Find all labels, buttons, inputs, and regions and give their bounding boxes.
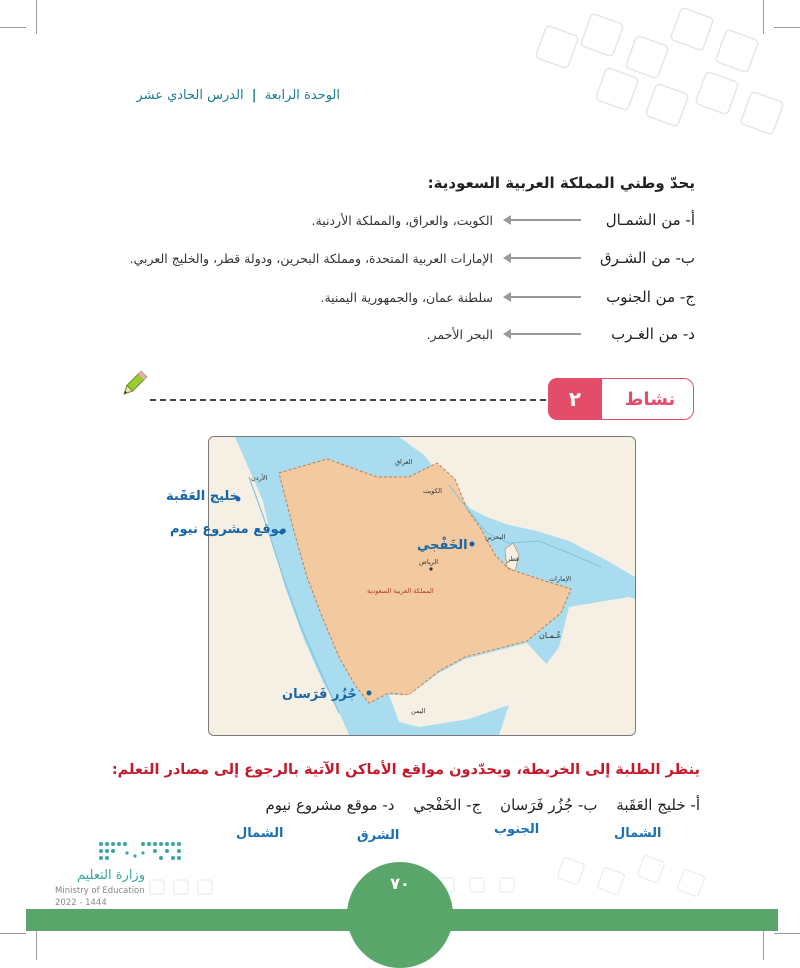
crop-mark — [0, 933, 26, 934]
map-label-neom: موقع مشروع نيوم — [170, 522, 287, 537]
border-value: الإمارات العربية المتحدة، ومملكة البحرين، ودولة قطر، والخليج العربي. — [129, 250, 493, 266]
country-label-qatar: قطر — [507, 555, 520, 563]
option-d: د- موقع مشروع نيوم — [265, 796, 395, 814]
map-label-aqaba: خليج العَقَبة — [166, 489, 240, 504]
country-label-uae: الإمارات — [549, 575, 572, 583]
country-label-jordan: الأردن — [251, 474, 268, 482]
map-label-khafji: الخَفْجي — [417, 538, 468, 553]
country-label-yemen: اليمن — [411, 707, 426, 715]
country-label-kuwait: الكويت — [423, 487, 442, 495]
option-c: ج- الخَفْجي — [413, 796, 482, 814]
crop-mark — [774, 933, 800, 934]
border-label: د- من الغـرب — [611, 325, 695, 343]
country-label-bahrain: البحرين — [485, 533, 506, 541]
ministry-name-en: Ministry of Education — [55, 886, 145, 896]
map — [208, 436, 636, 736]
option-b: ب- جُزُر فَرَسان — [500, 796, 598, 814]
map-label-farasan: جُزُر فَرَسان — [282, 687, 357, 702]
border-value: البحر الأحمر. — [426, 326, 493, 342]
activity-question: ينظر الطلبة إلى الخريطة، ويحدّدون مواقع الأماكن الآتية بالرجوع إلى مصادر التعلم: — [111, 762, 700, 778]
unit-title: الوحدة الرابعة — [264, 88, 340, 103]
arrow-left-icon — [503, 292, 581, 302]
lesson-title: الدرس الحادي عشر — [136, 88, 244, 103]
border-value: الكويت، والعراق، والمملكة الأردنية. — [311, 212, 493, 228]
unit-lesson-header — [110, 88, 340, 103]
borders-intro: يحدّ وطني المملكة العربية السعودية: — [427, 174, 695, 192]
answer-a: الشمال — [614, 826, 662, 841]
crop-mark — [36, 930, 37, 960]
country-label-ksa: المملكة العربية السعودية — [367, 587, 434, 595]
header-separator: | — [251, 88, 257, 103]
country-label-oman: عُـمـان — [539, 631, 562, 640]
answer-d: الشمال — [236, 826, 284, 841]
ministry-name-ar: وزارة التعليم — [76, 868, 145, 883]
page-number: ٧٠ — [390, 874, 410, 893]
border-label: ج- من الجنوب — [606, 288, 695, 306]
border-label: أ- من الشمـال — [605, 211, 695, 229]
border-row-north — [312, 208, 695, 232]
border-label: ب- من الشـرق — [600, 249, 695, 267]
arrow-left-icon — [503, 329, 581, 339]
answer-c: الشرق — [357, 828, 400, 843]
activity-number: ٢ — [548, 378, 602, 420]
pencil-icon — [118, 368, 150, 400]
map-drawing — [209, 437, 635, 735]
border-value: سلطنة عمان، والجمهورية اليمنية. — [320, 289, 493, 305]
crop-mark — [763, 930, 764, 960]
crop-mark — [0, 27, 26, 28]
ministry-dots-icon — [97, 840, 187, 864]
city-label-riyadh: الرياض — [419, 558, 439, 566]
border-row-south — [320, 285, 695, 309]
decorative-pattern-bottom — [140, 850, 780, 910]
arrow-left-icon — [503, 253, 581, 263]
option-a: أ- خليج العَقَبة — [616, 796, 700, 814]
answer-b: الجنوب — [494, 822, 540, 837]
dashed-divider — [150, 399, 546, 401]
activity-label: نشاط — [624, 388, 676, 410]
decorative-pattern — [480, 0, 800, 160]
activity-badge — [548, 378, 694, 420]
ministry-year: 2022 - 1444 — [55, 898, 107, 908]
border-row-east — [130, 246, 695, 270]
footer-bar — [26, 909, 778, 931]
border-row-west — [427, 322, 695, 346]
crop-mark — [36, 0, 37, 34]
country-label-iraq: العراق — [395, 458, 413, 466]
arrow-left-icon — [503, 215, 581, 225]
options-line — [251, 796, 700, 814]
